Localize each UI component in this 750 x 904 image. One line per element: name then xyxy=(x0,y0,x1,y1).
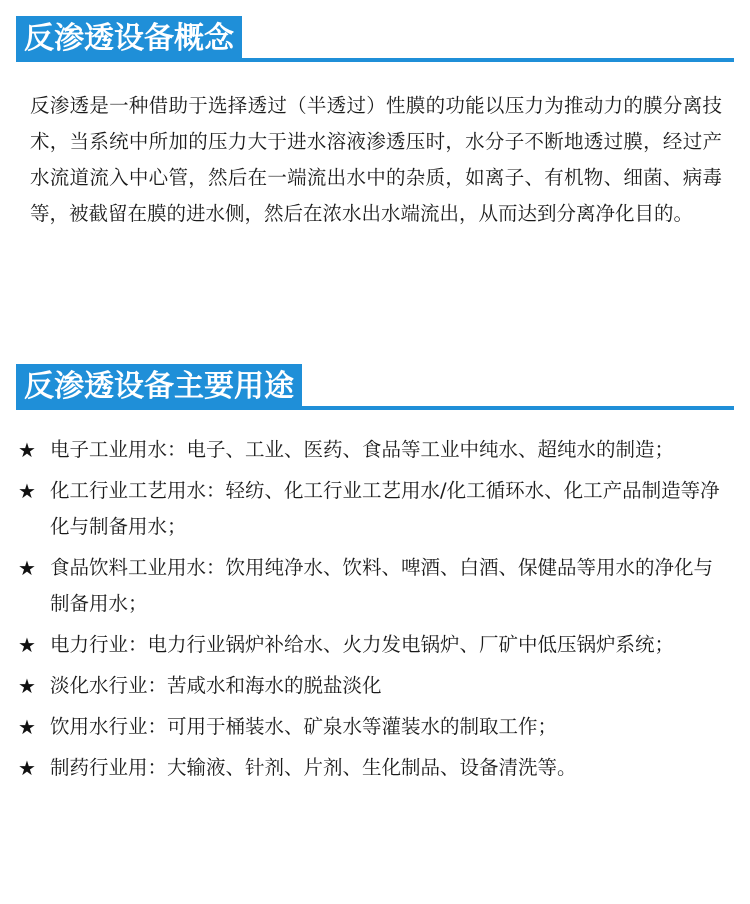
section-title-concept: 反渗透设备概念 xyxy=(16,16,242,62)
star-icon: ★ xyxy=(18,715,36,739)
list-item-text: 电子工业用水：电子、工业、医药、食品等工业中纯水、超纯水的制造； xyxy=(50,438,675,461)
star-icon: ★ xyxy=(18,633,36,657)
list-item-text: 饮用水行业：可用于桶装水、矿泉水等灌装水的制取工作； xyxy=(50,715,558,738)
star-icon: ★ xyxy=(18,674,36,698)
list-item xyxy=(18,709,724,745)
list-item-text: 化工行业工艺用水：轻纺、化工行业工艺用水/化工循环水、化工产品制造等净化与制备用水； xyxy=(50,479,720,538)
list-item xyxy=(18,432,724,468)
list-item xyxy=(18,750,724,786)
section-header-uses xyxy=(16,364,734,410)
star-icon: ★ xyxy=(18,479,36,503)
list-item xyxy=(18,627,724,663)
star-icon: ★ xyxy=(18,438,36,462)
section-header-concept xyxy=(16,16,734,62)
header-divider xyxy=(16,58,734,62)
list-item-text: 食品饮料工业用水：饮用纯净水、饮料、啤酒、白酒、保健品等用水的净化与制备用水； xyxy=(50,556,714,615)
list-item xyxy=(18,473,724,545)
list-item-text: 制药行业用：大输液、针剂、片剂、生化制品、设备清洗等。 xyxy=(50,756,577,779)
star-icon: ★ xyxy=(18,756,36,780)
list-item xyxy=(18,550,724,622)
list-item-text: 淡化水行业：苦咸水和海水的脱盐淡化 xyxy=(50,674,382,697)
list-item xyxy=(18,668,724,704)
star-icon: ★ xyxy=(18,556,36,580)
section-title-uses: 反渗透设备主要用途 xyxy=(16,364,302,410)
list-item-text: 电力行业：电力行业锅炉补给水、火力发电锅炉、厂矿中低压锅炉系统； xyxy=(50,633,675,656)
header-divider xyxy=(16,406,734,410)
uses-list xyxy=(18,432,724,791)
concept-paragraph: 反渗透是一种借助于选择透过（半透过）性膜的功能以压力为推动力的膜分离技术，当系统中所加的压力大于进水溶液渗透压时，水分子不断地透过膜，经过产水流道流入中心管，然后在一端流出水中的杂质，如离子、有机物、细菌、病毒等，被截留在膜的进水侧，然后在浓水出水端流出，从而达到分离净化目的。 xyxy=(30,94,722,225)
